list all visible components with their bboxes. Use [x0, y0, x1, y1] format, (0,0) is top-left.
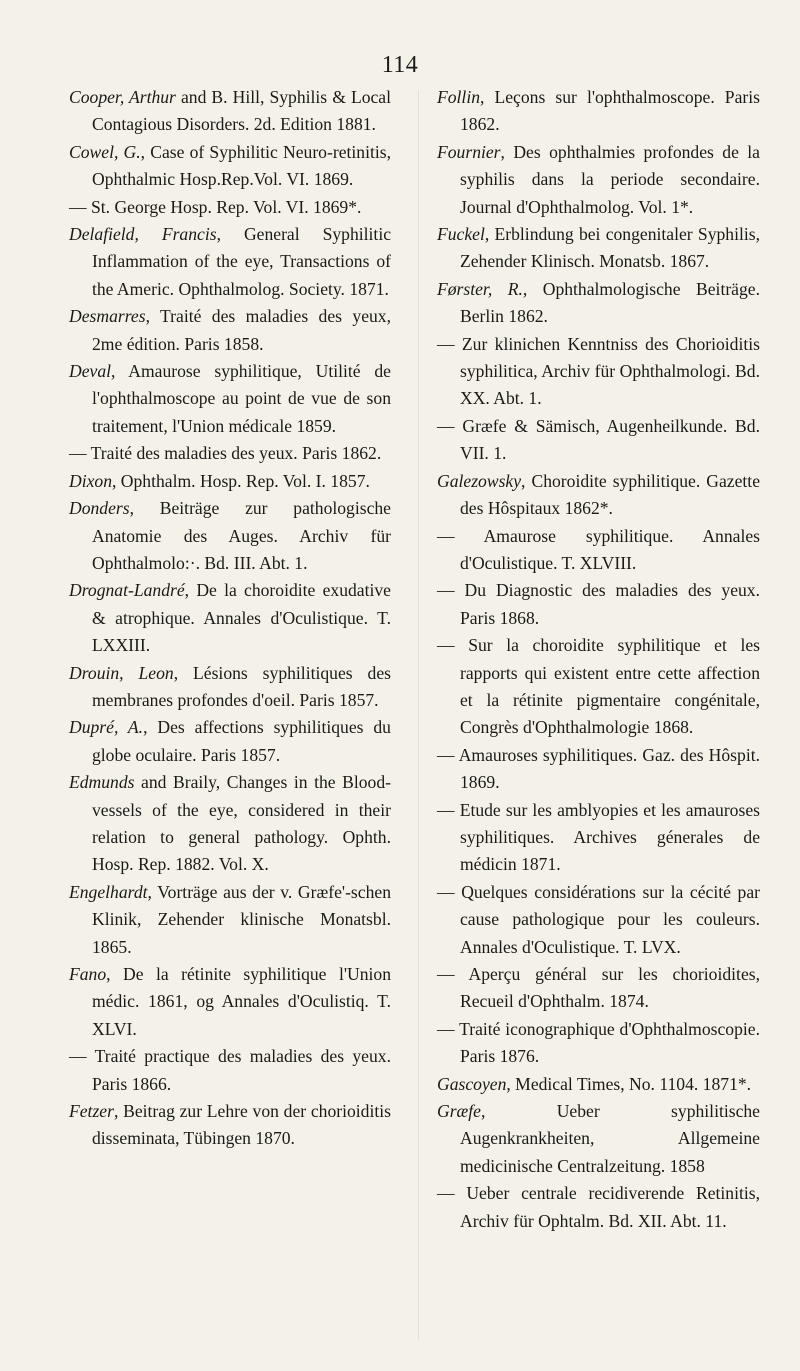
entry-text: , General Syphilitic Inflammation of the eye, Transactions of the Americ. Ophthalmolog. Society. 1871.	[92, 224, 392, 299]
bibliography-entry	[69, 84, 391, 139]
left-column	[69, 84, 391, 1153]
column-divider	[418, 90, 419, 1340]
bibliography-entry	[69, 1098, 391, 1153]
bibliography-entry	[69, 468, 391, 495]
entry-text: , Beiträge zur pathologische Anatomie des Auges. Archiv für Ophthalmolo:·. Bd. III. Abt. 1.	[92, 498, 391, 573]
entry-text: — Quelques considérations sur la cécité par cause pathologique pour les couleurs. Annales d'Oculistique. T. LVX.	[437, 881, 760, 957]
bibliography-entry	[437, 632, 760, 742]
bibliography-entry	[437, 331, 760, 413]
entry-author: Fano	[69, 964, 107, 984]
page-number: 114	[381, 52, 419, 78]
bibliography-entry	[437, 413, 760, 468]
entry-text: , Ueber syphilitische Augenkrankheiten, Allgemeine medicinische Centralzeitung. 1858	[460, 1101, 760, 1176]
bibliography-entry	[437, 468, 760, 523]
entry-text: , Des affections syphilitiques du globe oculaire. Paris 1857.	[92, 717, 391, 765]
entry-author: Cooper, Arthur	[69, 87, 176, 107]
bibliography-entry	[437, 139, 760, 221]
entry-text: , Ophthalmologische Beiträge. Berlin 1862.	[460, 278, 760, 327]
entry-text: , Des ophthalmies profondes de la syphilis dans la periode secondaire. Journal d'Ophthalmolog. Vol. 1*.	[460, 141, 760, 217]
entry-author: Gascoyen	[437, 1073, 507, 1094]
entry-text: — Aperçu général sur les chorioidites, Recueil d'Ophthalm. 1874.	[437, 964, 760, 1012]
bibliography-entry	[437, 577, 760, 632]
bibliography-entry	[69, 440, 391, 467]
bibliography-entry	[69, 714, 391, 769]
bibliography-entry	[69, 577, 391, 659]
entry-text: — Zur klinichen Kenntniss des Chorioiditis syphilitica, Archiv für Ophthalmologi. Bd. XX. Abt. 1.	[437, 333, 760, 409]
bibliography-entry	[69, 358, 391, 440]
right-column	[437, 84, 760, 1235]
bibliography-entry	[69, 221, 391, 303]
entry-author: Græfe	[437, 1101, 481, 1122]
entry-text: , Amaurose syphilitique, Utilité de l'ophthalmoscope au point de vue de son traitement, l'Union médicale 1859.	[92, 361, 391, 436]
entry-text: — Amaurose syphilitique. Annales d'Oculistique. T. XLVIII.	[437, 525, 760, 573]
entry-text: and Braily, Changes in the Blood-vessels of the eye, considered in their relation to general pathology. Ophth. Hosp. Rep. 1882. Vol. X.	[92, 772, 391, 875]
entry-text: — Græfe & Sämisch, Augenheilkunde. Bd. VII. 1.	[437, 415, 760, 464]
entry-text: , Ophthalm. Hosp. Rep. Vol. I. 1857.	[112, 470, 370, 491]
entry-text: — Amauroses syphilitiques. Gaz. des Hôspit. 1869.	[437, 744, 760, 793]
entry-text: — Ueber centrale recidiverende Retinitis, Archiv für Ophtalm. Bd. XII. Abt. 11.	[437, 1183, 760, 1231]
entry-author: Fetzer	[69, 1101, 114, 1122]
bibliography-entry	[69, 660, 391, 715]
entry-text: , De la rétinite syphilitique l'Union médic. 1861, og Annales d'Oculistiq. T. XLVI.	[92, 964, 391, 1039]
entry-author: Drognat-Landré	[69, 580, 185, 601]
entry-author: Fournier	[437, 141, 501, 162]
entry-author: Fuckel	[437, 224, 485, 245]
entry-text: — Traité des maladies des yeux. Paris 1862.	[69, 443, 382, 464]
entry-text: , Medical Times, No. 1104. 1871*.	[506, 1073, 752, 1094]
entry-author: Drouin, Leon	[69, 662, 174, 683]
bibliography-entry	[437, 961, 760, 1016]
bibliography-entry	[69, 303, 391, 358]
entry-author: Cowel, G.	[69, 141, 141, 162]
bibliography-entry	[437, 1180, 760, 1235]
bibliography-entry	[69, 961, 391, 1043]
entry-author: Dupré, A.	[69, 717, 144, 738]
entry-text: — Etude sur les amblyopies et les amauroses syphilitiques. Archives génerales de médicin 1871.	[437, 799, 760, 875]
entry-author: Engelhardt	[69, 881, 148, 902]
entry-text: , Leçons sur l'ophthalmoscope. Paris 1862.	[460, 87, 760, 135]
entry-text: — Traité iconographique d'Ophthalmoscopie. Paris 1876.	[437, 1018, 760, 1067]
entry-author: Dixon	[69, 470, 112, 491]
bibliography-entry	[437, 221, 760, 276]
bibliography-entry	[437, 276, 760, 331]
bibliography-entry	[437, 742, 760, 797]
bibliography-entry	[437, 523, 760, 578]
entry-text: , Vorträge aus der v. Græfe'-schen Klinik, Zehender klinische Monatsbl. 1865.	[92, 881, 391, 957]
entry-author: Follin	[437, 87, 481, 107]
bibliography-entry	[69, 139, 391, 194]
entry-text: and B. Hill, Syphilis & Local Contagious Disorders. 2d. Edition 1881.	[92, 87, 392, 135]
entry-author: Galezowsky	[437, 470, 522, 491]
entry-text: , Choroidite syphilitique. Gazette des Hôspitaux 1862*.	[460, 470, 760, 519]
entry-text: — Traité practique des maladies des yeux. Paris 1866.	[69, 1046, 391, 1094]
bibliography-entry	[437, 1071, 760, 1098]
entry-text: , Erblindung bei congenitaler Syphilis, Zehender Klinisch. Monatsb. 1867.	[460, 224, 760, 272]
entry-author: Delafield, Francis	[69, 224, 217, 245]
entry-author: Edmunds	[69, 772, 135, 793]
bibliography-entry	[69, 495, 391, 577]
entry-text: , Case of Syphilitic Neuro-retinitis, Ophthalmic Hosp.Rep.Vol. VI. 1869.	[92, 141, 391, 190]
entry-text: — St. George Hosp. Rep. Vol. VI. 1869*.	[69, 196, 362, 217]
entry-text: , Lésions syphilitiques des membranes profondes d'oeil. Paris 1857.	[92, 662, 391, 710]
entry-text: , De la choroidite exudative & atrophique. Annales d'Oculistique. T. LXXIII.	[92, 580, 391, 656]
entry-author: Førster, R.	[437, 278, 523, 299]
bibliography-entry	[69, 879, 391, 961]
entry-text: , Beitrag zur Lehre von der chorioiditis disseminata, Tübingen 1870.	[92, 1101, 391, 1149]
bibliography-entry	[437, 879, 760, 961]
bibliography-entry	[69, 194, 391, 221]
bibliography-entry	[437, 1098, 760, 1180]
entry-text: — Sur la choroidite syphilitique et les rapports qui existent entre cette affection et la rétinite pigmentaire congénitale, Congrès d'Ophthalmologie 1868.	[437, 635, 760, 738]
bibliography-entry	[437, 797, 760, 879]
entry-text: — Du Diagnostic des maladies des yeux. Paris 1868.	[437, 580, 760, 628]
entry-author: Donders	[69, 498, 130, 519]
bibliography-entry	[69, 769, 391, 879]
entry-author: Deval	[69, 361, 112, 382]
entry-author: Desmarres	[69, 306, 146, 327]
bibliography-entry	[437, 84, 760, 139]
entry-text: , Traité des maladies des yeux, 2me édition. Paris 1858.	[92, 306, 391, 354]
bibliography-entry	[437, 1016, 760, 1071]
bibliography-entry	[69, 1043, 391, 1098]
